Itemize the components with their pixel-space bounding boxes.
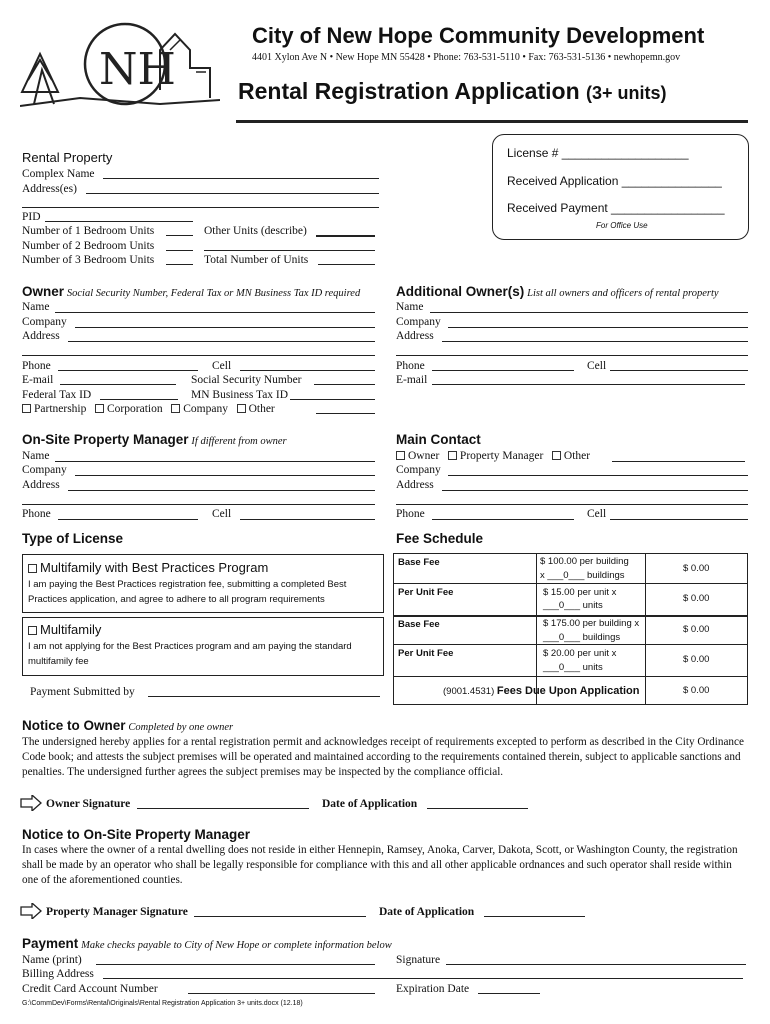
owner-fedtax-field[interactable] (100, 399, 178, 400)
payment-name-field[interactable] (96, 964, 375, 965)
mgr-address-field[interactable] (68, 490, 375, 491)
page-title (238, 76, 667, 108)
contact-owner-option[interactable] (396, 450, 439, 462)
owner-company-field[interactable] (75, 327, 375, 328)
fee-row-3-amount: $ 0.00 (683, 624, 710, 635)
company-option-label: Company (183, 403, 228, 415)
other-units-label: Other Units (describe) (204, 225, 307, 237)
owner-ssn-label: Social Security Number (191, 374, 302, 386)
owner-note: Social Security Number, Federal Tax or MN Business Tax ID required (66, 288, 361, 299)
owner-email-field[interactable] (60, 384, 176, 385)
onsite-manager-note: If different from owner (191, 436, 287, 447)
mgr-address-field-2[interactable] (22, 504, 375, 505)
owner-phone-label: Phone (22, 360, 51, 372)
mgr-phone-label: Phone (22, 508, 51, 520)
page-title-suffix: (3+ units) (586, 83, 667, 103)
manager-date-label: Date of Application (379, 906, 475, 918)
fee-row-4-amount: $ 0.00 (683, 654, 710, 665)
addl-company-label: Company (396, 316, 441, 328)
contact-phone-field[interactable] (432, 519, 574, 520)
pid-field[interactable] (45, 221, 193, 222)
notice-owner-heading-row (22, 719, 233, 735)
addl-address-field[interactable] (442, 341, 748, 342)
fee-row-2-desc2[interactable]: ___0___ units (543, 600, 603, 611)
partnership-checkbox[interactable] (22, 404, 31, 413)
fee-row-divider-1 (393, 583, 748, 584)
other-units-field-2[interactable] (204, 250, 375, 251)
total-units-label: Total Number of Units (204, 254, 309, 266)
company-option[interactable] (171, 403, 228, 415)
contact-company-label: Company (396, 464, 441, 476)
fee-row-2-label: Per Unit Fee (398, 587, 454, 598)
owner-date-label: Date of Application (322, 798, 418, 810)
fees-due-row (443, 684, 639, 699)
notice-manager-heading: Notice to On-Site Property Manager (22, 827, 251, 842)
corporation-checkbox[interactable] (95, 404, 104, 413)
notice-owner-heading: Notice to Owner (22, 718, 126, 733)
mgr-cell-field[interactable] (240, 519, 375, 520)
corporation-option[interactable] (95, 403, 163, 415)
owner-mntax-field[interactable] (290, 399, 375, 400)
fee-schedule-heading: Fee Schedule (396, 531, 484, 546)
payment-note: Make checks payable to City of New Hope or complete information below (81, 940, 392, 951)
billing-address-label: Billing Address (22, 968, 94, 980)
owner-company-label: Company (22, 316, 67, 328)
multifamily-checkbox[interactable] (28, 626, 37, 635)
fee-row-divider-4 (393, 676, 748, 677)
payment-submitted-label: Payment Submitted by (30, 686, 135, 698)
best-practices-desc: I am paying the Best Practices registration fee, submitting a completed Best Practices application, and agree to adhere to all program requirements (28, 579, 347, 605)
fee-row-2-amount: $ 0.00 (683, 593, 710, 604)
owner-date-field[interactable] (427, 808, 528, 809)
office-license: License # ___________________ (507, 146, 689, 160)
addl-name-field[interactable] (430, 312, 748, 313)
mgr-name-label: Name (22, 450, 50, 462)
mgr-cell-label: Cell (212, 508, 232, 520)
office-use-note: For Office Use (596, 221, 648, 230)
contact-phone-label: Phone (396, 508, 425, 520)
owner-entity-options (22, 402, 275, 416)
mgr-company-label: Company (22, 464, 67, 476)
addl-name-label: Name (396, 301, 424, 313)
owner-email-label: E-mail (22, 374, 54, 386)
fee-row-1-label: Base Fee (398, 557, 440, 568)
addresses-field-2[interactable] (22, 207, 379, 208)
main-contact-options (396, 449, 590, 463)
addl-phone-label: Phone (396, 360, 425, 372)
card-number-field[interactable] (188, 993, 375, 994)
fee-row-4-label: Per Unit Fee (398, 648, 454, 659)
multifamily-desc: I am not applying for the Best Practices program and am paying the standard multifamily fee (28, 641, 352, 667)
city-logo (20, 20, 220, 110)
bed2-field[interactable] (166, 250, 193, 251)
contact-manager-option[interactable] (448, 450, 543, 462)
rental-property-heading: Rental Property (22, 150, 113, 165)
org-name: City of New Hope Community Development (252, 23, 705, 48)
bed2-label: Number of 2 Bedroom Units (22, 240, 155, 252)
mgr-company-field[interactable] (75, 475, 375, 476)
page-title-main: Rental Registration Application (238, 78, 580, 104)
multifamily-title: Multifamily (40, 622, 102, 637)
addl-cell-field[interactable] (610, 370, 748, 371)
card-number-label: Credit Card Account Number (22, 983, 158, 995)
payment-name-label: Name (print) (22, 954, 82, 966)
contact-owner-label: Owner (408, 450, 440, 462)
owner-phone-field[interactable] (58, 370, 198, 371)
bed3-label: Number of 3 Bedroom Units (22, 254, 155, 266)
fees-due-label: Fees Due Upon Application (496, 685, 640, 697)
payment-signature-label: Signature (396, 954, 441, 966)
partnership-option[interactable] (22, 403, 86, 415)
owner-heading-row (22, 285, 360, 301)
contact-owner-checkbox[interactable] (396, 451, 405, 460)
manager-signature-field[interactable] (194, 916, 366, 917)
complex-name-label: Complex Name (22, 168, 95, 180)
owner-signature-field[interactable] (137, 808, 309, 809)
office-received-application: Received Application _______________ (507, 174, 722, 188)
manager-signature-arrow-icon (20, 903, 42, 919)
org-address: 4401 Xylon Ave N • New Hope MN 55428 • Phone: 763-531-5110 • Fax: 763-531-5136 • newhopemn.gov (252, 52, 681, 63)
notice-owner-note: Completed by one owner (128, 722, 234, 733)
best-practices-checkbox[interactable] (28, 564, 37, 573)
payment-signature-field[interactable] (446, 964, 746, 965)
owner-address-field[interactable] (68, 341, 375, 342)
best-practices-title: Multifamily with Best Practices Program (40, 560, 269, 575)
addl-company-field[interactable] (448, 327, 748, 328)
fee-col-divider-2 (645, 553, 646, 705)
owner-other-field[interactable] (316, 413, 375, 414)
onsite-manager-heading-row (22, 433, 287, 449)
mgr-address-label: Address (22, 479, 60, 491)
contact-address-field-2[interactable] (396, 504, 748, 505)
owner-mntax-label: MN Business Tax ID (191, 389, 289, 401)
addresses-label: Address(es) (22, 183, 77, 195)
other-checkbox[interactable] (237, 404, 246, 413)
addl-cell-label: Cell (587, 360, 607, 372)
owner-name-field[interactable] (55, 312, 375, 313)
fees-due-code: (9001.4531) (443, 686, 495, 697)
addresses-field[interactable] (86, 193, 379, 194)
license-type-heading: Type of License (22, 531, 124, 546)
contact-other-field[interactable] (612, 461, 745, 462)
fee-col-divider-1 (536, 553, 537, 705)
manager-signature-label: Property Manager Signature (46, 906, 188, 918)
fee-row-4-desc1: $ 20.00 per unit x (543, 648, 617, 659)
contact-company-field[interactable] (448, 475, 748, 476)
payment-heading: Payment (22, 936, 79, 951)
additional-owner-heading: Additional Owner(s) (396, 284, 525, 299)
contact-cell-field[interactable] (610, 519, 748, 520)
owner-ssn-field[interactable] (314, 384, 375, 385)
addl-email-label: E-mail (396, 374, 428, 386)
payment-heading-row (22, 937, 392, 953)
bed1-field[interactable] (166, 235, 193, 236)
contact-manager-checkbox[interactable] (448, 451, 457, 460)
complex-name-field[interactable] (103, 178, 379, 179)
company-checkbox[interactable] (171, 404, 180, 413)
contact-other-checkbox[interactable] (552, 451, 561, 460)
logo-letters: NH (99, 44, 176, 95)
fee-row-1-desc1: $ 100.00 per building (540, 556, 629, 567)
billing-address-field[interactable] (103, 978, 743, 979)
addl-email-field[interactable] (432, 384, 745, 385)
other-option[interactable] (237, 403, 275, 415)
fee-row-3-desc1: $ 175.00 per building x (543, 618, 640, 629)
partnership-label: Partnership (34, 403, 87, 415)
contact-manager-label: Property Manager (459, 450, 544, 462)
header-rule (236, 120, 748, 123)
payment-submitted-field[interactable] (148, 696, 380, 697)
bed3-field[interactable] (166, 264, 193, 265)
fees-due-amount: $ 0.00 (683, 685, 710, 696)
contact-other-label: Other (563, 450, 591, 462)
fee-row-2-desc1: $ 15.00 per unit x (543, 587, 617, 598)
fee-row-1-amount: $ 0.00 (683, 563, 710, 574)
pid-label: PID (22, 211, 41, 223)
owner-signature-arrow-icon (20, 795, 42, 811)
multifamily-title-row (28, 622, 101, 638)
owner-address-label: Address (22, 330, 60, 342)
onsite-manager-heading: On-Site Property Manager (22, 432, 189, 447)
mgr-name-field[interactable] (55, 461, 375, 462)
main-contact-heading: Main Contact (396, 432, 481, 447)
best-practices-title-row (28, 560, 268, 576)
expiration-label: Expiration Date (396, 983, 470, 995)
corporation-label: Corporation (107, 403, 163, 415)
additional-owner-heading-row (396, 285, 719, 301)
addl-phone-field[interactable] (432, 370, 574, 371)
bed1-label: Number of 1 Bedroom Units (22, 225, 155, 237)
contact-other-option[interactable] (552, 450, 590, 462)
contact-cell-label: Cell (587, 508, 607, 520)
owner-heading: Owner (22, 284, 65, 299)
footer-path: G:\CommDev\Forms\Rental\Originals\Rental Registration Application 3+ units.docx (12.18) (22, 1000, 303, 1007)
manager-date-field[interactable] (484, 916, 585, 917)
owner-cell-label: Cell (212, 360, 232, 372)
owner-cell-field[interactable] (240, 370, 375, 371)
owner-address-field-2[interactable] (22, 355, 375, 356)
addl-address-label: Address (396, 330, 434, 342)
owner-signature-label: Owner Signature (46, 798, 131, 810)
addl-address-field-2[interactable] (396, 355, 748, 356)
other-option-label: Other (248, 403, 275, 415)
contact-address-field[interactable] (442, 490, 748, 491)
fee-row-1-desc2[interactable]: x ___0___ buildings (540, 570, 625, 581)
mgr-phone-field[interactable] (58, 519, 198, 520)
additional-owner-note: List all owners and officers of rental property (527, 288, 719, 299)
total-units-field[interactable] (318, 264, 375, 265)
fee-row-3-label: Base Fee (398, 619, 440, 630)
expiration-field[interactable] (478, 993, 540, 994)
owner-name-label: Name (22, 301, 50, 313)
fee-row-4-desc2[interactable]: ___0___ units (543, 662, 603, 673)
other-units-field[interactable] (316, 235, 375, 237)
office-received-payment: Received Payment _________________ (507, 201, 725, 215)
fee-row-3-desc2[interactable]: ___0___ buildings (543, 632, 621, 643)
contact-address-label: Address (396, 479, 434, 491)
owner-fedtax-label: Federal Tax ID (22, 389, 92, 401)
notice-owner-text: The undersigned hereby applies for a rental registration permit and acknowledges receipt of requirements excepted to perform as described in the City Ordinance Code book; and attests the subject premises will be operated and maintained according to the requirements contained therein, subject to applicable sanctions and penalties. The undersigned further agrees the subject premises may be inspected by the compliance official. (22, 736, 744, 778)
notice-manager-text: In cases where the owner of a rental dwelling does not reside in either Hennepin, Ramsey, Anoka, Carver, Dakota, Scott, or Washington County, the registration shall be made by an operator who shall be legally responsible for compliance with this and all other applicable ordnances and such operator shall reside within one of the aforementioned counties. (22, 844, 738, 886)
